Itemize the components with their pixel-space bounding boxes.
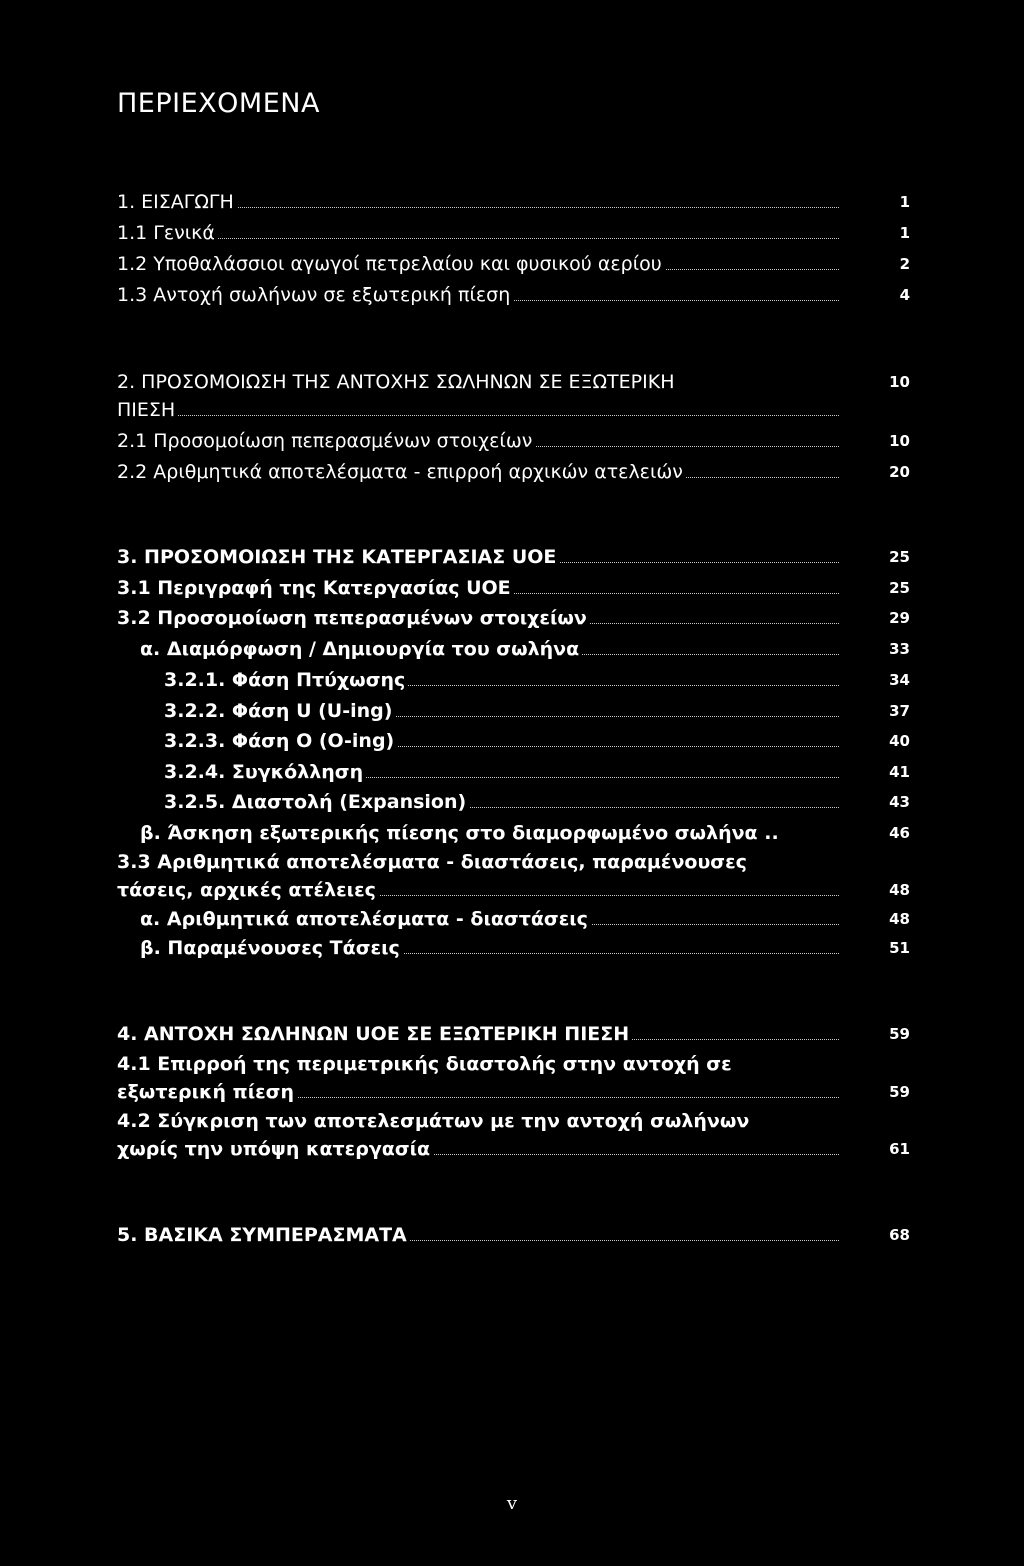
toc-label: 1.2 Υποθαλάσσιοι αγωγοί πετρελαίου και φυσικού αερίου xyxy=(117,253,665,275)
toc-label: 3.1 Περιγραφή της Κατεργασίας UOE xyxy=(117,577,514,599)
toc-page: 68 xyxy=(889,1226,910,1244)
toc-entry[interactable] xyxy=(164,788,910,816)
toc-page: 33 xyxy=(889,640,910,658)
toc-page: 61 xyxy=(889,1140,910,1158)
toc-label: β. Παραμένουσες Τάσεις xyxy=(140,937,403,959)
toc-entry[interactable] xyxy=(117,543,910,571)
toc-entry[interactable] xyxy=(164,758,910,786)
toc-entry-line1: 2. ΠΡΟΣΟΜΟΙΩΣΗ ΤΗΣ ΑΝΤΟΧΗΣ ΣΩΛΗΝΩΝ ΣΕ ΕΞΩΤΕΡΙΚΗ xyxy=(117,371,675,393)
toc-page: 1 xyxy=(899,193,910,211)
toc-page: 43 xyxy=(889,793,910,811)
toc-label: α. Διαμόρφωση / Δημιουργία του σωλήνα xyxy=(140,638,582,660)
toc-page: 10 xyxy=(889,432,910,450)
toc-entry-line1: 4.1 Επιρροή της περιμετρικής διαστολής στην αντοχή σε xyxy=(117,1053,732,1075)
toc-label: 3.2 Προσομοίωση πεπερασμένων στοιχείων xyxy=(117,607,590,629)
toc-label: α. Αριθμητικά αποτελέσματα - διαστάσεις xyxy=(140,908,591,930)
toc-page: 2 xyxy=(899,255,910,273)
toc-entry[interactable] xyxy=(117,1221,910,1249)
toc-entry[interactable] xyxy=(140,934,910,962)
toc-entry[interactable] xyxy=(140,819,910,847)
toc-label: τάσεις, αρχικές ατέλειες xyxy=(117,879,379,901)
toc-label: 1.1 Γενικά xyxy=(117,222,218,244)
toc-page: 34 xyxy=(889,671,910,689)
page-number: v xyxy=(506,1493,518,1514)
toc-label: 4. ΑΝΤΟΧΗ ΣΩΛΗΝΩΝ UOE ΣΕ ΕΞΩΤΕΡΙΚΗ ΠΙΕΣΗ xyxy=(117,1023,632,1045)
toc-page: 37 xyxy=(889,702,910,720)
toc-page: 59 xyxy=(889,1083,910,1101)
toc-label: ΠΙΕΣΗ xyxy=(117,399,178,421)
toc-entry[interactable] xyxy=(164,697,910,725)
toc-page: 48 xyxy=(889,910,910,928)
toc-page: 51 xyxy=(889,939,910,957)
toc-entry[interactable] xyxy=(117,250,910,278)
toc-page: 20 xyxy=(889,463,910,481)
toc-label: χωρίς την υπόψη κατεργασία xyxy=(117,1138,433,1160)
toc-label: εξωτερική πίεση xyxy=(117,1081,297,1103)
toc-entry[interactable] xyxy=(117,427,910,455)
toc-label: 2.2 Αριθμητικά αποτελέσματα - επιρροή αρχικών ατελειών xyxy=(117,461,686,483)
toc-label: 2.1 Προσομοίωση πεπερασμένων στοιχείων xyxy=(117,430,535,452)
toc-entry[interactable] xyxy=(140,905,910,933)
toc-page: 4 xyxy=(899,286,910,304)
toc-page: 59 xyxy=(889,1025,910,1043)
page-title: ΠΕΡΙΕΧΟΜΕΝΑ xyxy=(117,88,320,119)
toc-entry-line1: 4.2 Σύγκριση των αποτελεσμάτων με την αντοχή σωλήνων xyxy=(117,1110,750,1132)
toc-entry[interactable] xyxy=(117,1020,910,1048)
toc-entry[interactable] xyxy=(117,604,910,632)
toc-label: 3. ΠΡΟΣΟΜΟΙΩΣΗ ΤΗΣ ΚΑΤΕΡΓΑΣΙΑΣ UOE xyxy=(117,546,559,568)
toc-page: 1 xyxy=(899,224,910,242)
toc-page: 25 xyxy=(889,579,910,597)
toc-entry[interactable] xyxy=(164,727,910,755)
toc-entry[interactable] xyxy=(117,876,910,904)
toc-label: 1.3 Αντοχή σωλήνων σε εξωτερική πίεση xyxy=(117,284,513,306)
toc-page: 46 xyxy=(889,824,910,842)
toc-entry[interactable] xyxy=(117,1078,910,1106)
toc-entry[interactable] xyxy=(117,188,910,216)
toc-entry[interactable] xyxy=(117,281,910,309)
toc-entry-line1: 3.3 Αριθμητικά αποτελέσματα - διαστάσεις, παραμένουσες xyxy=(117,851,747,873)
toc-page: 40 xyxy=(889,732,910,750)
toc-label: 3.2.4. Συγκόλληση xyxy=(164,761,366,783)
toc-page: 41 xyxy=(889,763,910,781)
toc-entry[interactable] xyxy=(140,635,910,663)
toc-entry[interactable] xyxy=(117,574,910,602)
toc-label: β. Άσκηση εξωτερικής πίεσης στο διαμορφωμένο σωλήνα .. xyxy=(140,822,782,844)
toc-label: 5. ΒΑΣΙΚΑ ΣΥΜΠΕΡΑΣΜΑΤΑ xyxy=(117,1224,410,1246)
toc-label: 3.2.1. Φάση Πτύχωσης xyxy=(164,669,408,691)
toc-entry[interactable] xyxy=(117,1135,910,1163)
toc-label: 3.2.5. Διαστολή (Expansion) xyxy=(164,791,469,813)
toc-page: 25 xyxy=(889,548,910,566)
toc-label: 3.2.3. Φάση O (O-ing) xyxy=(164,730,397,752)
toc-page: 48 xyxy=(889,881,910,899)
toc-entry[interactable] xyxy=(117,458,910,486)
toc-label: 1. ΕΙΣΑΓΩΓΗ xyxy=(117,191,237,213)
toc-page: 10 xyxy=(889,373,910,391)
toc-label: 3.2.2. Φάση U (U-ing) xyxy=(164,700,395,722)
toc-page: 29 xyxy=(889,609,910,627)
toc-entry[interactable] xyxy=(164,666,910,694)
toc-entry[interactable] xyxy=(117,219,910,247)
